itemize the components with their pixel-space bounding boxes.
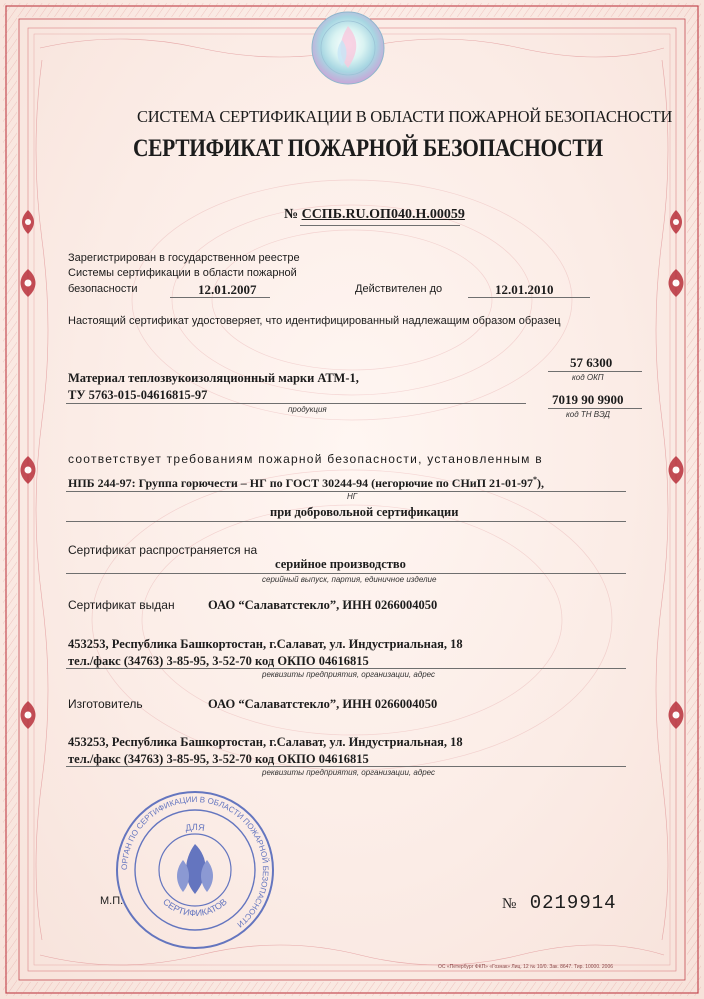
certification-system-title: СИСТЕМА СЕРТИФИКАЦИИ В ОБЛАСТИ ПОЖАРНОЙ БЕЗОПАСНОСТИ (137, 107, 673, 126)
manufacturer-underline (66, 766, 626, 767)
serial-prefix: № (502, 896, 518, 912)
mp-label: М.П. (100, 895, 124, 907)
printer-imprint: ОС «Петербург ФКП» «Гознак» Лиц. 12 № 10/0. Зак. 8647. Тир. 10000. 2006 (438, 964, 614, 970)
okp-code: 57 6300 (570, 355, 613, 370)
product-line-2: ТУ 5763-015-04616815-97 (68, 388, 208, 402)
manufacturer-label: Изготовитель (68, 697, 143, 711)
scope-value: серийное производство (275, 557, 406, 571)
issued-caption: реквизиты предприятия, организации, адрес (262, 670, 436, 679)
registration-line-2: Системы сертификации в области пожарной (68, 267, 297, 279)
tnved-underline (548, 408, 642, 409)
product-caption: продукция (288, 405, 327, 414)
stamp-inner-bottom: СЕРТИФИКАТОВ (161, 896, 229, 919)
number-prefix: № (284, 207, 299, 222)
compliance-standard: НПБ 244-97: Группа горючести – НГ по ГОСТ 30244-94 (негорючие по СНиП 21-01-97 (68, 476, 534, 490)
ng-caption: НГ (347, 492, 358, 501)
compliance-line-1: соответствует требованиям пожарной безопасности, установленным в (68, 452, 543, 466)
certificate-title: СЕРТИФИКАТ ПОЖАРНОЙ БЕЗОПАСНОСТИ (133, 135, 603, 162)
scope-caption: серийный выпуск, партия, единичное изделие (262, 575, 437, 584)
tnved-caption: код ТН ВЭД (566, 410, 611, 419)
stamp-outer-text: ОРГАН ПО СЕРТИФИКАЦИИ В ОБЛАСТИ ПОЖАРНОЙ БЕЗОПАСНОСТИ (119, 794, 271, 930)
manufacturer-phone: тел./факс (34763) 3-85-95, 3-52-70 код ОКПО 04616815 (68, 752, 369, 766)
voluntary-underline (66, 521, 626, 522)
registration-line-3: безопасности (68, 283, 138, 295)
certificate-number (284, 207, 465, 223)
issued-phone: тел./факс (34763) 3-85-95, 3-52-70 код ОКПО 04616815 (68, 654, 369, 668)
product-underline (66, 403, 526, 404)
registration-line-1: Зарегистрирован в государственном реестре (68, 252, 300, 264)
issued-company: ОАО “Салаватстекло”, ИНН 0266004050 (208, 598, 438, 612)
registration-date-line (170, 297, 270, 298)
scope-label: Сертификат распространяется на (68, 543, 258, 557)
issued-address: 453253, Республика Башкортостан, г.Салават, ул. Индустриальная, 18 (68, 637, 463, 651)
stamp-inner-top: ДЛЯ (184, 822, 206, 833)
compliance-underline (66, 491, 626, 492)
serial-number (502, 892, 617, 914)
issued-label: Сертификат выдан (68, 598, 175, 612)
certification-stamp (113, 788, 277, 952)
number-underline (300, 225, 460, 226)
registration-date: 12.01.2007 (198, 282, 257, 297)
compliance-line-2 (68, 475, 544, 491)
product-line-1: Материал теплозвукоизоляционный марки АТМ-1, (68, 371, 359, 385)
scope-underline (66, 573, 626, 574)
manufacturer-company: ОАО “Салаватстекло”, ИНН 0266004050 (208, 697, 438, 711)
number-value: ССПБ.RU.ОП040.Н.00059 (301, 207, 465, 222)
hologram-emblem (308, 8, 388, 88)
issued-underline (66, 668, 626, 669)
serial-value: 0219914 (529, 892, 617, 914)
okp-caption: код ОКП (572, 373, 604, 382)
intro-text: Настоящий сертификат удостоверяет, что идентифицированный надлежащим образом образец (68, 315, 561, 327)
valid-until-date: 12.01.2010 (495, 282, 554, 297)
compliance-standard-end: ), (537, 476, 545, 490)
valid-until-label: Действителен до (355, 283, 443, 295)
footnote-mark: * (533, 475, 538, 484)
tnved-code: 7019 90 9900 (552, 392, 624, 407)
valid-until-line (468, 297, 590, 298)
manufacturer-caption: реквизиты предприятия, организации, адрес (262, 768, 436, 777)
voluntary-certification: при добровольной сертификации (270, 505, 459, 519)
manufacturer-address: 453253, Республика Башкортостан, г.Салават, ул. Индустриальная, 18 (68, 735, 463, 749)
okp-underline (548, 371, 642, 372)
